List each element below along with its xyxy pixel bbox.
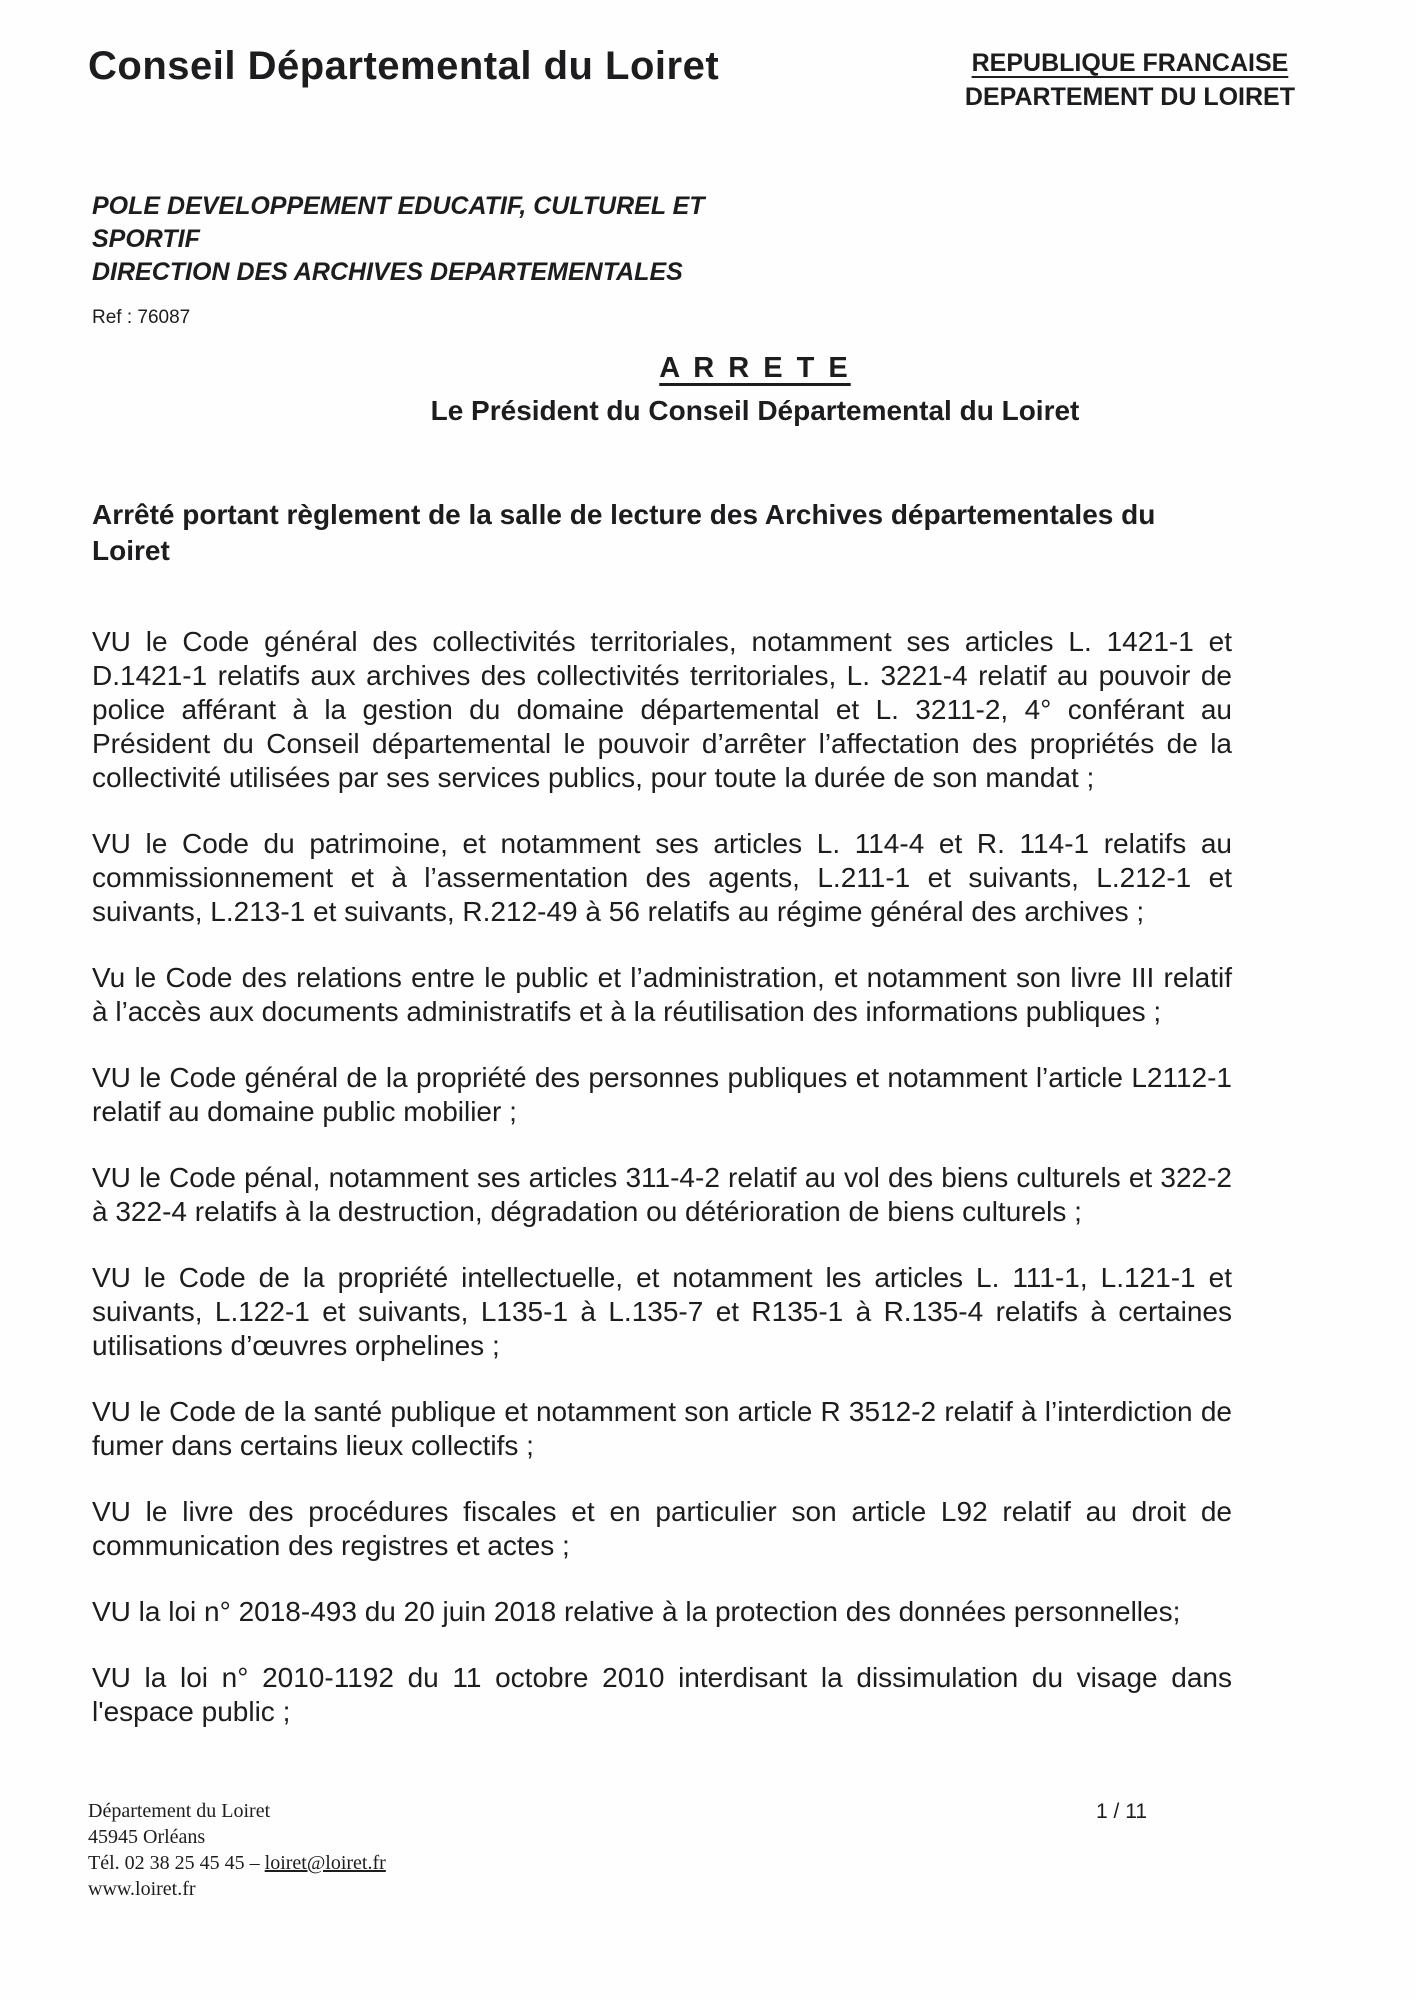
paragraph-vu-7: VU le Code de la santé publique et notamment son article R 3512-2 relatif à l’interdiction de fumer dans certains lieux collectifs ;: [92, 1396, 1232, 1461]
paragraph-vu-9: VU la loi n° 2018-493 du 20 juin 2018 relative à la protection des données personnelles;: [92, 1596, 1181, 1627]
document-subject: Arrêté portant règlement de la salle de lecture des Archives départementales du Loiret: [92, 499, 1156, 566]
pole-line: POLE DEVELOPPEMENT EDUCATIF, CULTUREL ET SPORTIF: [92, 192, 705, 253]
page-number: 1 / 11: [1096, 1800, 1147, 1823]
republic-line: REPUBLIQUE FRANCAISE: [971, 49, 1289, 77]
president-subtitle: Le Président du Conseil Départemental du Loiret: [430, 395, 1080, 426]
footer-contact-line: [88, 1850, 386, 1876]
direction-line: DIRECTION DES ARCHIVES DEPARTEMENTALES: [92, 258, 683, 286]
page-footer: [88, 1798, 1235, 1902]
title-block: [90, 352, 1230, 427]
paragraph-vu-5: VU le Code pénal, notamment ses articles 311-4-2 relatif au vol des biens culturels et 322-2 à 322-4 relatifs à la destruction, dégradation ou détérioration de biens culturels ;: [92, 1162, 1232, 1227]
organization-title: Conseil Départemental du Loiret: [88, 44, 720, 88]
service-block: [92, 190, 772, 334]
footer-address: [88, 1798, 386, 1902]
paragraph-vu-6: VU le Code de la propriété intellectuelle, et notamment les articles L. 111-1, L.121-1 et suivants, L.122-1 et suivants, L135-1 à L.135-7 et R135-1 à R.135-4 relatifs à certaines utilisations d’œuvres orphelines ;: [92, 1262, 1232, 1361]
page-header: [88, 44, 1295, 114]
republic-block: [965, 44, 1295, 114]
paragraph-vu-4: VU le Code général de la propriété des personnes publiques et notamment l’article L2112-1 relatif au domaine public mobilier ;: [92, 1062, 1232, 1127]
footer-city: 45945 Orléans: [88, 1826, 206, 1848]
department-line: DEPARTEMENT DU LOIRET: [964, 83, 1295, 111]
reference-number: Ref : 76087: [92, 307, 191, 328]
document-body: [92, 625, 1232, 1761]
footer-org: Département du Loiret: [88, 1800, 271, 1822]
arrete-title: A R R E T E: [659, 352, 851, 384]
paragraph-vu-10: VU la loi n° 2010-1192 du 11 octobre 2010 interdisant la dissimulation du visage dans l'espace public ;: [92, 1662, 1232, 1727]
paragraph-vu-8: VU le livre des procédures fiscales et en particulier son article L92 relatif au droit de communication des registres et actes ;: [92, 1496, 1232, 1561]
paragraph-vu-3: Vu le Code des relations entre le public et l’administration, et notamment son livre III relatif à l’accès aux documents administratifs et à la réutilisation des informations publiques ;: [92, 962, 1232, 1027]
footer-phone: Tél. 02 38 25 45 45 –: [88, 1852, 265, 1874]
footer-email-link[interactable]: loiret@loiret.fr: [264, 1852, 386, 1874]
footer-website: www.loiret.fr: [88, 1878, 196, 1900]
paragraph-vu-2: VU le Code du patrimoine, et notamment ses articles L. 114-4 et R. 114-1 relatifs au commissionnement et à l’assermentation des agents, L.211-1 et suivants, L.212-1 et suivants, L.213-1 et suivants, R.212-49 à 56 relatifs au régime général des archives ;: [92, 828, 1232, 927]
paragraph-vu-1: VU le Code général des collectivités territoriales, notamment ses articles L. 1421-1 et D.1421-1 relatifs aux archives des collectivités territoriales, L. 3221-4 relatif au pouvoir de police afférant à la gestion du domaine départemental et L. 3211-2, 4° conférant au Président du Conseil départemental le pouvoir d’arrêter l’affectation des propriétés de la collectivité utilisées par ses services publics, pour toute la durée de son mandat ;: [92, 626, 1232, 793]
